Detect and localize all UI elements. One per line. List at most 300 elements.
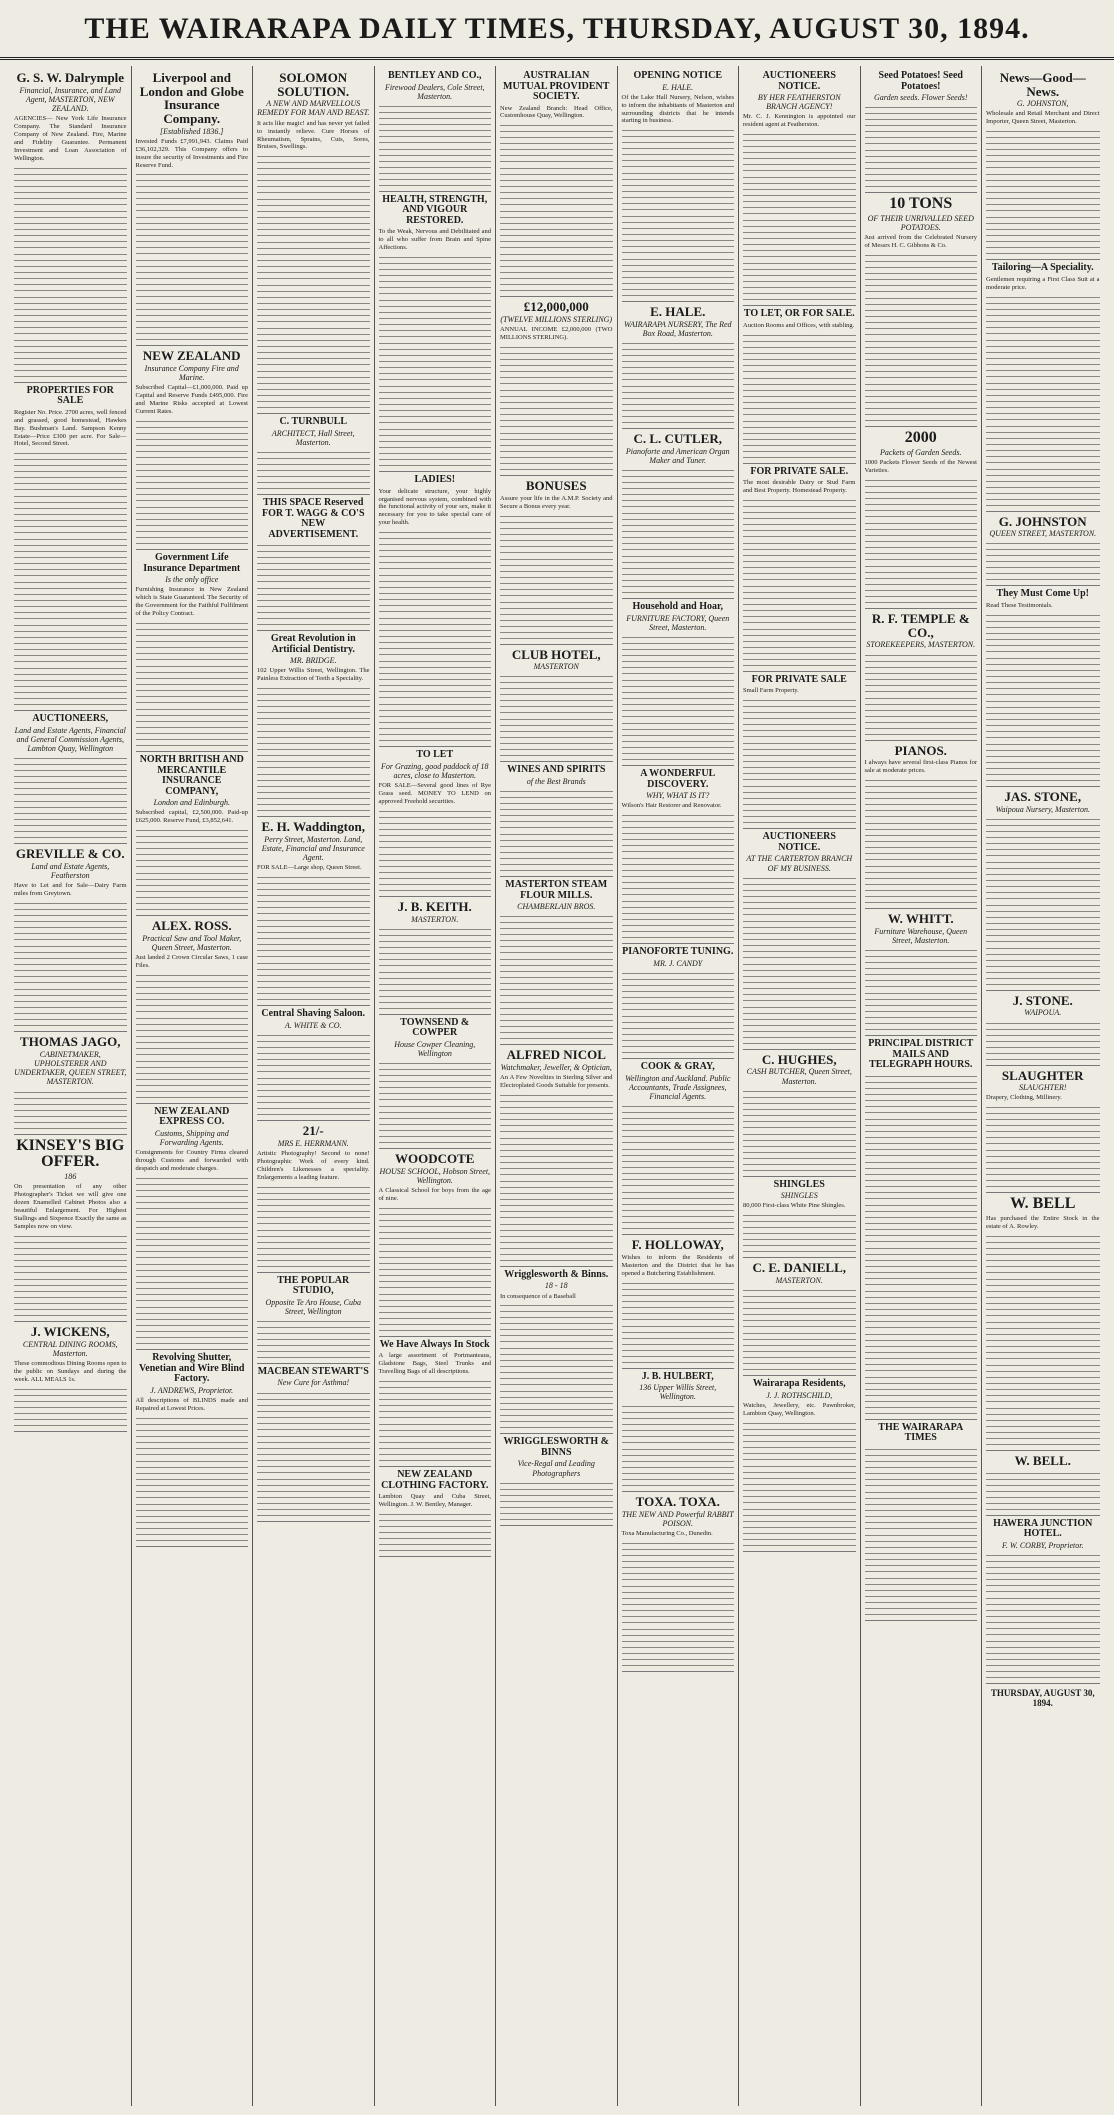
ad-subheading: SHINGLES (780, 1191, 818, 1201)
small-print-text-block (379, 427, 492, 467)
small-print-text-block (743, 1213, 856, 1253)
ad-body: Assure your life in the A.M.P. Society and Secure a Bonus every year. (500, 494, 613, 510)
ad-subheading: Opposite Te Aro House, Cuba Street, Wellington (265, 1297, 361, 1316)
advertisement (136, 916, 249, 1104)
ad-subheading: MR. BRIDGE. (290, 656, 337, 666)
small-print-text-block (257, 1477, 370, 1517)
advertisement (622, 1235, 735, 1368)
small-print-text-block (865, 778, 978, 818)
small-print-text-block (865, 1533, 978, 1573)
footer-dateline: THURSDAY, AUGUST 30, 1894. (990, 1687, 1095, 1708)
ad-heading: F. HOLLOWAY, (631, 1237, 724, 1253)
ad-body: FOR SALE—Large shop, Queen Street. (257, 864, 362, 872)
small-print-text-block (14, 338, 127, 378)
ad-subheading: WAIRARAPA NURSERY, The Red Box Road, Masterton. (623, 320, 732, 339)
ad-body: Your delicate structure, your highly organised nervous system, combined with the functional activity of your sex, make it necessary for you to take special care of your health. (378, 487, 491, 527)
ad-subheading: CASH BUTCHER, Queen Street, Masterton. (746, 1067, 852, 1086)
small-print-text-block (622, 1147, 735, 1187)
small-print-text-block (500, 1346, 613, 1386)
small-print-text-block (136, 1459, 249, 1499)
small-print-text-block (865, 1074, 978, 1114)
advertisement (500, 297, 613, 476)
small-print-text-block (500, 1481, 613, 1521)
ad-subheading: Garden seeds. Flower Seeds! (874, 93, 968, 102)
advertisement (865, 427, 978, 609)
small-print-text-block (500, 514, 613, 554)
small-print-text-block (743, 584, 856, 624)
ad-subheading: Financial, Insurance, and Land Agent, MASTERTON, NEW ZEALAND. (19, 85, 122, 114)
small-print-text-block (14, 623, 127, 663)
ad-heading: C. TURNBULL (279, 416, 348, 428)
small-print-text-block (622, 511, 735, 551)
ad-subheading: G. JOHNSTON, (1016, 99, 1069, 109)
ad-heading: Tailoring—A Speciality. (991, 262, 1094, 274)
ad-heading: AUCTIONEERS NOTICE. (762, 831, 836, 853)
advertisement (986, 586, 1100, 786)
ad-body: Lambton Quay and Cuba Street, Wellington. J. W. Bentley, Manager. (378, 1493, 491, 1509)
ad-body: New Zealand Branch: Head Office, Customhouse Quay, Wellington. (500, 104, 613, 120)
small-print-text-block (500, 557, 613, 597)
ad-heading: G. S. W. Dalrymple (16, 70, 125, 85)
small-print-text-block (500, 166, 613, 206)
ad-subheading: MASTERTON (533, 662, 579, 672)
small-print-text-block (743, 627, 856, 667)
ad-heading: Household and Hoar, (632, 601, 723, 613)
advertisement (622, 766, 735, 944)
small-print-text-block (622, 1447, 735, 1487)
advertisement (743, 672, 856, 829)
small-print-text-block (257, 1434, 370, 1474)
small-print-text-block (379, 530, 492, 570)
small-print-text-block (743, 1421, 856, 1461)
ad-subheading: CENTRAL DINING ROOMS, Masterton. (22, 1339, 118, 1358)
advertisement (257, 495, 370, 631)
small-print-text-block (257, 450, 370, 490)
advertisement (500, 476, 613, 644)
ad-subheading: House Cowper Cleaning, Wellington (394, 1039, 476, 1058)
small-print-text-block (743, 1507, 856, 1547)
advertisement (743, 1177, 856, 1259)
small-print-text-block (865, 105, 978, 145)
small-print-text-block (865, 696, 978, 736)
small-print-text-block (379, 1206, 492, 1246)
small-print-text-block (379, 341, 492, 381)
small-print-text-block (14, 295, 127, 335)
ad-subheading: Vice-Regal and Leading Photographers (517, 1459, 595, 1478)
small-print-text-block (865, 382, 978, 422)
ad-body: Toxa Manufacturing Co., Dunedin. (621, 1530, 713, 1538)
ad-body: A large assortment of Portmanteaus, Gladstone Bags, Steel Trunks and Travelling Bags of all descriptions. (378, 1352, 491, 1376)
small-print-text-block (865, 1332, 978, 1372)
small-print-text-block (986, 903, 1100, 943)
ad-heading: They Must Come Up! (996, 588, 1089, 600)
advertisement (622, 944, 735, 1059)
ad-subheading: MASTERTON. (411, 914, 459, 924)
ad-heading: W. BELL. (1014, 1452, 1071, 1468)
ad-heading: LADIES! (414, 474, 456, 486)
small-print-text-block (379, 927, 492, 967)
small-print-text-block (500, 1093, 613, 1133)
small-print-text-block (379, 384, 492, 424)
advertisement (379, 1015, 492, 1149)
ad-subheading: Perry Street, Masterton. Land, Estate, Financial and Insurance Agent. (261, 834, 365, 863)
small-print-text-block (379, 616, 492, 656)
ad-heading: TO LET, OR FOR SALE. (743, 308, 855, 320)
advertisement (743, 68, 856, 306)
ad-subheading: OF THEIR UNRIVALLED SEED POTATOES. (867, 213, 974, 233)
ad-heading: PIANOS. (894, 742, 947, 758)
advertisement (14, 1032, 127, 1134)
ad-heading: TOXA. TOXA. (635, 1494, 720, 1510)
ad-subheading: Wellington and Auckland. Public Accountants, Trade Assignees, Financial Agents. (625, 1073, 731, 1101)
ad-heading: Central Shaving Saloon. (261, 1008, 366, 1020)
ad-body: Just landed 2 Crown Circular Saws, 1 case Files. (135, 954, 248, 969)
small-print-text-block (379, 659, 492, 699)
ad-subheading: CABINETMAKER, UPHOLSTERER AND UNDERTAKER, QUEEN STREET, MASTERTON. (14, 1049, 127, 1087)
small-print-text-block (500, 209, 613, 249)
small-print-text-block (865, 339, 978, 379)
small-print-text-block (379, 573, 492, 613)
small-print-text-block (986, 1596, 1100, 1636)
small-print-text-block (865, 821, 978, 861)
ad-heading: 2000 (904, 429, 937, 447)
ad-heading: SOLOMON SOLUTION. (277, 70, 350, 99)
small-print-text-block (500, 717, 613, 757)
advertisement (622, 429, 735, 599)
small-print-text-block (379, 255, 492, 295)
advertisement (136, 550, 249, 752)
small-print-text-block (865, 948, 978, 988)
small-print-text-block (743, 876, 856, 916)
ad-body: Drapery, Clothing, Millinery. (986, 1094, 1062, 1102)
small-print-text-block (743, 1331, 856, 1371)
small-print-text-block (257, 1185, 370, 1225)
ad-subheading: Firewood Dealers, Cole Street, Masterton. (384, 82, 485, 101)
ad-subheading: Land and Estate Agents, Featherston (31, 862, 110, 881)
ad-subheading: QUEEN STREET, MASTERTON. (989, 529, 1097, 539)
small-print-text-block (257, 154, 370, 194)
ad-subheading: FURNITURE FACTORY, Queen Street, Masterton. (626, 613, 730, 633)
ad-subheading: J. ANDREWS, Proprietor. (150, 1385, 234, 1395)
ad-heading: GREVILLE & CO. (15, 846, 125, 862)
column-4 (375, 66, 497, 2106)
ad-body: All descriptions of BLINDS made and Repaired at Lowest Prices. (135, 1396, 248, 1412)
advertisement (743, 1050, 856, 1177)
small-print-text-block (986, 172, 1100, 212)
small-print-text-block (136, 1219, 249, 1259)
small-print-text-block (257, 326, 370, 366)
ad-body: On presentation of any other Photographer's Ticket we will give one dozen Enamelled Cabinet Photos also a beautiful Enlargement. For Highest Stallings and Sixpence Exactly the same as Samples now on view. (14, 1183, 127, 1231)
small-print-text-block (743, 218, 856, 258)
ad-heading: OPENING NOTICE (633, 70, 723, 81)
small-print-text-block (257, 961, 370, 1001)
small-print-text-block (986, 742, 1100, 782)
ad-heading: PROPERTIES FOR SALE (26, 384, 114, 407)
advertisement (136, 1104, 249, 1350)
small-print-text-block (14, 666, 127, 706)
small-print-text-block (743, 962, 856, 1002)
small-print-text-block (14, 537, 127, 577)
ad-heading: COOK & GRAY, (640, 1061, 715, 1073)
small-print-text-block (743, 1005, 856, 1045)
advertisement (136, 752, 249, 916)
small-print-text-block (986, 215, 1100, 255)
small-print-text-block (136, 1416, 249, 1456)
advertisement (500, 1434, 613, 1525)
ad-body: 102 Upper Willis Street, Wellington. The Painless Extraction of Teeth a Speciality. (257, 667, 370, 683)
ad-heading: JAS. STONE, (1004, 788, 1082, 804)
ad-body: To the Weak, Nervous and Debilitated and to all who suffer from Brain and Spine Affections. (378, 228, 491, 252)
ad-subheading: Waipoua Nursery, Masterton. (995, 804, 1090, 814)
small-print-text-block (743, 784, 856, 824)
small-print-text-block (743, 419, 856, 459)
ad-subheading: 186 (64, 1172, 77, 1182)
small-print-text-block (136, 1262, 249, 1302)
ad-body: 1000 Packets Flower Seeds of the Newest Varieties. (864, 459, 977, 475)
small-print-text-block (14, 901, 127, 941)
column-3 (253, 66, 375, 2106)
ad-body: Gentlemen requiring a First Class Suit at a moderate price. (986, 275, 1100, 291)
ad-heading: C. HUGHES, (761, 1051, 837, 1067)
small-print-text-block (743, 1132, 856, 1172)
small-print-text-block (136, 707, 249, 747)
small-print-text-block (622, 1627, 735, 1667)
small-print-text-block (743, 919, 856, 959)
ad-heading: C. L. CUTLER, (633, 431, 722, 447)
advertisement (743, 1258, 856, 1376)
small-print-text-block (257, 586, 370, 626)
small-print-text-block (257, 918, 370, 958)
small-print-text-block (500, 1222, 613, 1262)
advertisement (257, 1364, 370, 1522)
ad-subheading: of the Best Brands (526, 776, 586, 786)
small-print-text-block (257, 772, 370, 812)
advertisement (622, 1059, 735, 1235)
ad-heading: NEW ZEALAND CLOTHING FACTORY. (381, 1469, 489, 1491)
ad-subheading: 18 - 18 (544, 1281, 568, 1291)
small-print-text-block (622, 128, 735, 168)
small-print-text-block (986, 1320, 1100, 1360)
ad-heading: J. WICKENS, (30, 1323, 110, 1339)
small-print-text-block (622, 1190, 735, 1230)
advertisement (986, 512, 1100, 587)
small-print-text-block (379, 702, 492, 742)
small-print-text-block (622, 899, 735, 939)
small-print-text-block (622, 1541, 735, 1581)
small-print-text-block (136, 1016, 249, 1056)
advertisement (865, 193, 978, 427)
advertisement (743, 1376, 856, 1552)
advertisement (257, 1273, 370, 1364)
small-print-text-block (743, 1464, 856, 1504)
small-print-text-block (622, 341, 735, 381)
small-print-text-block (986, 656, 1100, 696)
advertisement (379, 1337, 492, 1467)
ad-heading: THE WAIRARAPA TIMES (878, 1421, 964, 1443)
ad-body: Wilson's Hair Restorer and Renovator. (621, 802, 722, 810)
small-print-text-block (865, 1160, 978, 1200)
small-print-text-block (379, 970, 492, 1010)
small-print-text-block (136, 301, 249, 341)
small-print-text-block (500, 832, 613, 872)
advertisement (865, 909, 978, 1036)
ad-body: Consignments for Country Firms cleared through Customs and forwarded with despatch and moderate charges. (135, 1149, 248, 1173)
small-print-text-block (622, 1104, 735, 1144)
small-print-text-block (500, 914, 613, 954)
small-print-text-block (257, 1076, 370, 1116)
small-print-text-block (743, 498, 856, 538)
small-print-text-block (865, 864, 978, 904)
small-print-text-block (622, 721, 735, 761)
ad-subheading: Is the only office (165, 575, 219, 585)
ad-heading: NEW ZEALAND EXPRESS CO. (154, 1105, 230, 1128)
ad-body: The most desirable Dairy or Stud Farm and Best Property. Homestead Property. (743, 479, 856, 495)
ad-body: Read These Testimonials. (986, 601, 1053, 609)
advertisement (986, 787, 1100, 991)
small-print-text-block (622, 468, 735, 508)
ad-body: Auction Rooms and Offices, with stabling. (743, 321, 855, 329)
small-print-text-block (865, 148, 978, 188)
ad-heading: HEALTH, STRENGTH, AND VIGOUR RESTORED. (382, 193, 488, 226)
small-print-text-block (14, 1277, 127, 1317)
small-print-text-block (257, 1319, 370, 1359)
ad-body: AGENCIES— New York Life Insurance Company. The Standard Insurance Company of New Zealand. Fire, Marine and Fidelity Guarantee. Permanent Investment and Loan Association of Wellington. (14, 115, 127, 162)
advertisement (136, 1350, 249, 1547)
small-print-text-block (986, 295, 1100, 335)
ad-heading: WINES AND SPIRITS (507, 764, 606, 776)
small-print-text-block (743, 541, 856, 581)
small-print-text-block (986, 613, 1100, 653)
ad-heading: PIANOFORTE TUNING. (622, 946, 734, 958)
small-print-text-block (379, 1061, 492, 1101)
ad-heading: CLUB HOTEL, (511, 646, 601, 662)
small-print-text-block (379, 1292, 492, 1332)
small-print-text-block (622, 1324, 735, 1364)
small-print-text-block (986, 1277, 1100, 1317)
ad-heading: We Have Always In Stock (379, 1338, 490, 1350)
small-print-text-block (500, 345, 613, 385)
advertisement (865, 68, 978, 193)
ad-subheading: BY HER FEATHERSTON BRANCH AGENCY! (757, 93, 841, 112)
advertisement (257, 631, 370, 817)
advertisement (622, 302, 735, 429)
ad-subheading: Packets of Garden Seeds. (880, 448, 962, 457)
small-print-text-block (257, 283, 370, 323)
advertisement (379, 747, 492, 897)
ad-heading: 21/- (302, 1123, 324, 1139)
newspaper-columns (10, 66, 1104, 2106)
advertisement (257, 1121, 370, 1273)
small-print-text-block (986, 699, 1100, 739)
small-print-text-block (986, 1105, 1100, 1145)
small-print-text-block (14, 1090, 127, 1130)
small-print-text-block (986, 1021, 1100, 1061)
small-print-text-block (743, 132, 856, 172)
small-print-text-block (865, 1576, 978, 1616)
small-print-text-block (14, 1234, 127, 1274)
ad-heading: News—Good—News. (999, 70, 1086, 99)
advertisement (136, 68, 249, 346)
small-print-text-block (500, 123, 613, 163)
small-print-text-block (500, 789, 613, 829)
ad-heading: TOWNSEND & COWPER (400, 1016, 470, 1039)
ad-heading: THIS SPACE Reserved FOR T. WAGG & CO'S NEW ADVERTISEMENT. (261, 497, 365, 540)
column-7 (739, 66, 861, 2106)
small-print-text-block (500, 431, 613, 471)
ad-heading: WRIGGLESWORTH & BINNS (503, 1436, 609, 1458)
ad-heading: SLAUGHTER (1001, 1067, 1084, 1083)
small-print-text-block (379, 104, 492, 144)
small-print-text-block (14, 799, 127, 839)
ad-subheading: AT THE CARTERTON BRANCH OF MY BUSINESS. (746, 854, 853, 873)
ad-heading: J. STONE. (1012, 992, 1073, 1008)
ad-heading: KINSEY'S BIG OFFER. (16, 1136, 125, 1171)
small-print-text-block (622, 1584, 735, 1624)
ad-body: Subscribed capital, £2,500,000. Paid-up £625,000. Reserve Fund, £3,852,641. (135, 809, 248, 825)
column-1 (10, 66, 132, 2106)
ad-body: FOR SALE—Several good lines of Rye Grass seed. MONEY TO LEND on approved Freehold securities. (378, 782, 491, 805)
small-print-text-block (622, 257, 735, 297)
advertisement (257, 1006, 370, 1121)
ad-heading: Government Life Insurance Department (143, 552, 241, 574)
small-print-text-block (622, 813, 735, 853)
small-print-text-block (14, 756, 127, 796)
ad-body: A Classical School for boys from the age of nine. (378, 1187, 491, 1203)
ad-body: Has purchased the Entire Stock in the estate of A. Rowley. (986, 1215, 1100, 1231)
small-print-text-block (865, 1203, 978, 1243)
small-print-text-block (622, 214, 735, 254)
small-print-text-block (622, 171, 735, 211)
small-print-text-block (379, 809, 492, 849)
small-print-text-block (257, 686, 370, 726)
advertisement (14, 711, 127, 844)
small-print-text-block (986, 338, 1100, 378)
small-print-text-block (257, 240, 370, 280)
advertisement (865, 1036, 978, 1420)
small-print-text-block (986, 1471, 1100, 1511)
ad-heading: J. B. KEITH. (397, 898, 472, 914)
small-print-text-block (865, 478, 978, 518)
small-print-text-block (865, 521, 978, 561)
ad-body: Furnishing Insurance in New Zealand which is State Guaranteed. The Security of the Government for the Faithful Fulfilment of the Policy Contract. (135, 586, 248, 618)
small-print-text-block (136, 258, 249, 298)
small-print-text-block (14, 494, 127, 534)
column-6 (618, 66, 740, 2106)
ad-subheading: THE NEW AND Powerful RABBIT POISON. (621, 1510, 734, 1529)
small-print-text-block (622, 1281, 735, 1321)
small-print-text-block (14, 580, 127, 620)
small-print-text-block (136, 1059, 249, 1099)
ad-body: Just arrived from the Celebrated Nursery of Messrs H. C. Gibbons & Co. (864, 234, 977, 250)
small-print-text-block (500, 252, 613, 292)
ad-body: It acts like magic! and has never yet failed to instantly relieve. Cure Horses of Rheumatism, Sprains, Cuts, Sores, Bruises, Swellings. (257, 119, 370, 151)
small-print-text-block (622, 384, 735, 424)
small-print-text-block (136, 621, 249, 661)
small-print-text-block (379, 852, 492, 892)
small-print-text-block (257, 369, 370, 409)
small-print-text-block (257, 1033, 370, 1073)
ad-subheading: J. J. ROTHSCHILD, (766, 1390, 833, 1400)
small-print-text-block (865, 1447, 978, 1487)
small-print-text-block (14, 451, 127, 491)
small-print-text-block (14, 944, 127, 984)
ad-heading: R. F. TEMPLE & CO., (871, 611, 970, 640)
small-print-text-block (622, 1404, 735, 1444)
ad-body: Wishes to inform the Residents of Masterton and the District that he has opened a Butchering Establishment. (621, 1253, 734, 1277)
ad-subheading: HOUSE SCHOOL, Hobson Street, Wellington. (379, 1166, 491, 1185)
small-print-text-block (622, 971, 735, 1011)
small-print-text-block (865, 564, 978, 604)
